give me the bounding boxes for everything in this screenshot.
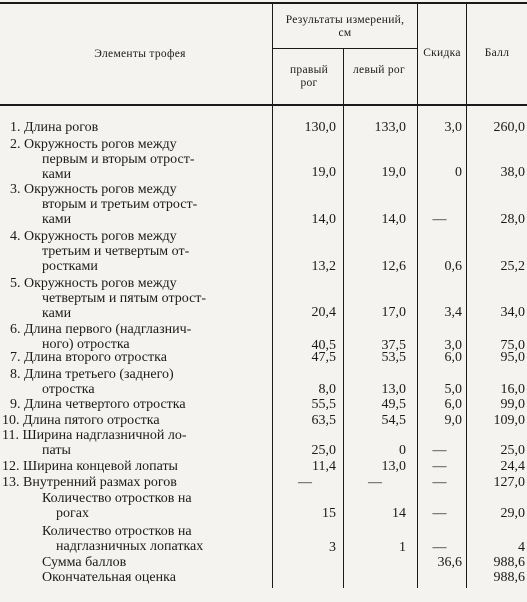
left-horn-value: 14,0 [381, 212, 406, 227]
row-label-line: отростка [42, 382, 95, 397]
row-label-line: 5. Окружность рогов между [10, 276, 177, 291]
discount-value: — [432, 506, 447, 521]
row-label-line: 10. Длина пятого отростка [2, 413, 160, 428]
row-label-line: 8. Длина третьего (заднего) [10, 367, 174, 382]
right-horn-value: 40,5 [311, 338, 336, 353]
score-value: 38,0 [500, 165, 525, 180]
discount-value: 6,0 [444, 397, 462, 412]
row-label-line: ростками [42, 259, 98, 274]
row-label-line: вторым и третьим отрост- [42, 197, 198, 212]
table-top-rule [0, 2, 527, 4]
row-label-line: ками [42, 167, 72, 182]
header-elements: Элементы трофея [94, 48, 186, 60]
left-horn-value: — [368, 475, 382, 490]
row-label-line: 2. Окружность рогов между [10, 137, 177, 152]
discount-value: 6,0 [444, 350, 462, 365]
discount-value: 0,6 [444, 259, 462, 274]
row-label-line: 12. Ширина концевой лопаты [2, 459, 178, 474]
score-value: 25,2 [500, 259, 525, 274]
row-label-line: надглазничных лопатках [56, 539, 204, 554]
col-rule-3 [417, 2, 418, 588]
discount-value: 3,4 [444, 305, 462, 320]
row-label-line: Количество отростков на [42, 491, 192, 506]
right-horn-value: 25,0 [311, 443, 336, 458]
header-left-horn: левый рог [353, 64, 405, 76]
score-value: 4 [518, 540, 525, 555]
left-horn-value: 37,5 [381, 338, 406, 353]
score-value: 988,6 [493, 570, 525, 585]
row-label-line: четвертым и пятым отрост- [42, 291, 207, 306]
discount-value: — [432, 212, 447, 227]
score-value: 988,6 [493, 555, 525, 570]
col-rule-4 [466, 2, 467, 588]
row-label-line: 7. Длина второго отростка [10, 350, 167, 365]
score-value: 16,0 [500, 382, 525, 397]
right-horn-value: 130,0 [304, 120, 336, 135]
left-horn-value: 17,0 [381, 305, 406, 320]
header-discount: Скидка [423, 47, 461, 59]
left-horn-value: 1 [399, 540, 406, 555]
row-label-line: паты [42, 443, 71, 458]
row-label-line: 11. Ширина надглазничной ло- [2, 428, 187, 443]
left-horn-value: 14 [392, 506, 406, 521]
left-horn-value: 13,0 [381, 459, 406, 474]
left-horn-value: 54,5 [381, 413, 406, 428]
right-horn-value: 3 [329, 540, 336, 555]
right-horn-value: 19,0 [311, 165, 336, 180]
row-label-line: первым и вторым отрост- [42, 152, 195, 167]
discount-value: 0 [455, 165, 462, 180]
score-value: 28,0 [500, 212, 525, 227]
right-horn-value: — [298, 475, 312, 490]
score-value: 75,0 [500, 338, 525, 353]
discount-value: — [432, 459, 447, 474]
score-value: 25,0 [500, 443, 525, 458]
left-horn-value: 19,0 [381, 165, 406, 180]
discount-value: 5,0 [444, 382, 462, 397]
left-horn-value: 53,5 [381, 350, 406, 365]
discount-value: 3,0 [444, 120, 462, 135]
left-horn-value: 133,0 [374, 120, 406, 135]
header-results: Результаты измерений, см [285, 14, 405, 39]
discount-value: 3,0 [444, 338, 462, 353]
row-label-line: 3. Окружность рогов между [10, 182, 177, 197]
score-value: 24,4 [500, 459, 525, 474]
score-value: 34,0 [500, 305, 525, 320]
discount-value: 36,6 [437, 555, 462, 570]
col-rule-1 [272, 2, 273, 588]
row-label-line: Сумма баллов [42, 555, 127, 570]
score-value: 109,0 [493, 413, 525, 428]
left-horn-value: 12,6 [381, 259, 406, 274]
row-label-line: 9. Длина четвертого отростка [10, 397, 186, 412]
score-value: 260,0 [493, 120, 525, 135]
score-value: 127,0 [493, 475, 525, 490]
row-label-line: 13. Внутренний размах рогов [2, 475, 177, 490]
row-label-line: 1. Длина рогов [10, 120, 99, 135]
row-label-line: 4. Окружность рогов между [10, 229, 177, 244]
right-horn-value: 15 [322, 506, 336, 521]
header-score: Балл [484, 47, 510, 59]
right-horn-value: 13,2 [311, 259, 336, 274]
score-value: 99,0 [500, 397, 525, 412]
row-label-line: Окончательная оценка [42, 570, 176, 585]
left-horn-value: 13,0 [381, 382, 406, 397]
header-bottom-rule [0, 104, 527, 106]
row-label-line: 6. Длина первого (надглазнич- [10, 322, 192, 337]
subheader-rule [273, 48, 417, 49]
right-horn-value: 55,5 [311, 397, 336, 412]
right-horn-value: 63,5 [311, 413, 336, 428]
score-value: 29,0 [500, 506, 525, 521]
right-horn-value: 8,0 [318, 382, 336, 397]
discount-value: 9,0 [444, 413, 462, 428]
header-right-horn: правый рог [289, 64, 329, 89]
score-value: 95,0 [500, 350, 525, 365]
row-label-line: Количество отростков на [42, 524, 192, 539]
row-label-line: рогах [56, 506, 89, 521]
right-horn-value: 20,4 [311, 305, 336, 320]
left-horn-value: 0 [399, 443, 406, 458]
right-horn-value: 11,4 [312, 459, 336, 474]
right-horn-value: 47,5 [311, 350, 336, 365]
row-label-line: ками [42, 306, 72, 321]
row-label-line: третьим и четвертым от- [42, 244, 190, 259]
discount-value: — [432, 540, 447, 555]
discount-value: — [432, 475, 447, 490]
row-label-line: ного) отростка [42, 337, 130, 352]
row-label-line: ками [42, 212, 72, 227]
left-horn-value: 49,5 [381, 397, 406, 412]
discount-value: — [432, 443, 447, 458]
right-horn-value: 14,0 [311, 212, 336, 227]
